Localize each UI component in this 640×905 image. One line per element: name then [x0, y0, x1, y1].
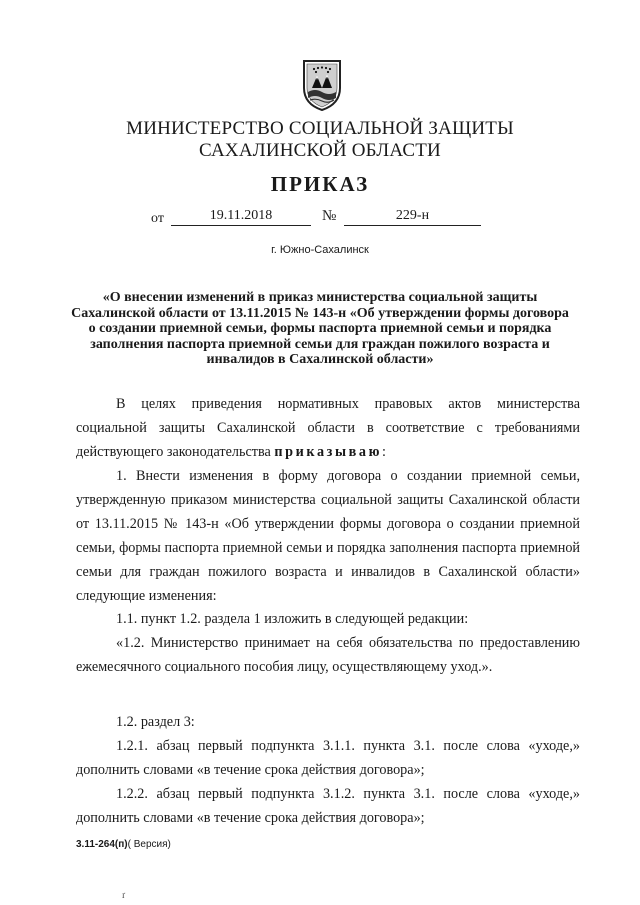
order-number: 229-н	[344, 208, 481, 226]
paragraph-1-2-1-block	[76, 734, 580, 782]
paragraph-1-2-1: 1.2.1. абзац первый подпункта 3.1.1. пункта 3.1. после слова «уходе,» дополнить словами «в течение срока действия договора»;	[76, 738, 580, 778]
intro-paragraph-block	[76, 392, 580, 464]
paragraph-1-2-2: 1.2.2. абзац первый подпункта 3.1.2. пункта 3.1. после слова «уходе,» дополнить словами «в течение срока действия договора»;	[76, 786, 580, 826]
order-word: приказываю	[274, 444, 383, 460]
ministry-name-line-1: МИНИСТЕРСТВО СОЦИАЛЬНОЙ ЗАЩИТЫ	[126, 118, 514, 139]
intro-paragraph	[76, 392, 580, 464]
document-footer	[76, 839, 171, 850]
order-title: ПРИКАЗ	[270, 172, 370, 196]
ministry-name-line-2: САХАЛИНСКОЙ ОБЛАСТИ	[199, 140, 441, 161]
city-name: г. Южно-Сахалинск	[271, 244, 369, 256]
page-mark: ґ	[122, 890, 126, 900]
paragraph-1-1-block	[76, 607, 580, 631]
paragraph-1-1-quote-block	[76, 631, 580, 679]
paragraph-1-2-2-block	[76, 782, 580, 830]
footer-version: ( Версия)	[127, 839, 171, 850]
order-date-number-row	[0, 206, 640, 230]
date-label: от	[151, 211, 164, 226]
paragraph-1-block	[76, 464, 580, 608]
number-label: №	[322, 208, 337, 224]
paragraph-1-1: 1.1. пункт 1.2. раздела 1 изложить в следующей редакции:	[116, 611, 469, 627]
intro-colon: :	[382, 444, 386, 460]
paragraph-1-2: 1.2. раздел 3:	[116, 714, 195, 730]
paragraph-1-1-quote: «1.2. Министерство принимает на себя обязательства по предоставлению ежемесячного социального пособия лицу, осуществляющему уход.».	[76, 635, 580, 675]
sakhalin-coat-of-arms-icon	[300, 58, 344, 112]
paragraph-1: 1. Внести изменения в форму договора о создании приемной семьи, утвержденную приказом министерства социальной защиты Сахалинской области от 13.11.2015 № 143-н «Об утверждении формы договора о создании приемной семьи, формы паспорта приемной семьи и порядка заполнения паспорта приемной семьи для граждан пожилого возраста и инвалидов в Сахалинской области» следующие изменения:	[76, 468, 580, 604]
paragraph-1-2-block	[76, 710, 580, 734]
intro-text: В целях приведения нормативных правовых актов министерства социальной защиты Сахалинской области в соответствие с требованиями действующего законодательства	[76, 396, 580, 460]
order-date: 19.11.2018	[171, 208, 311, 226]
document-title: «О внесении изменений в приказ министерства социальной защиты Сахалинской области от 13.11.2015 № 143-н «Об утверждении формы договора о создании приемной семьи, формы паспорта приемной семьи и порядка заполнения паспорта приемной семьи для граждан пожилого возраста и инвалидов в Сахалинской области»	[71, 290, 569, 367]
footer-code: 3.11-264(п)	[76, 839, 128, 850]
